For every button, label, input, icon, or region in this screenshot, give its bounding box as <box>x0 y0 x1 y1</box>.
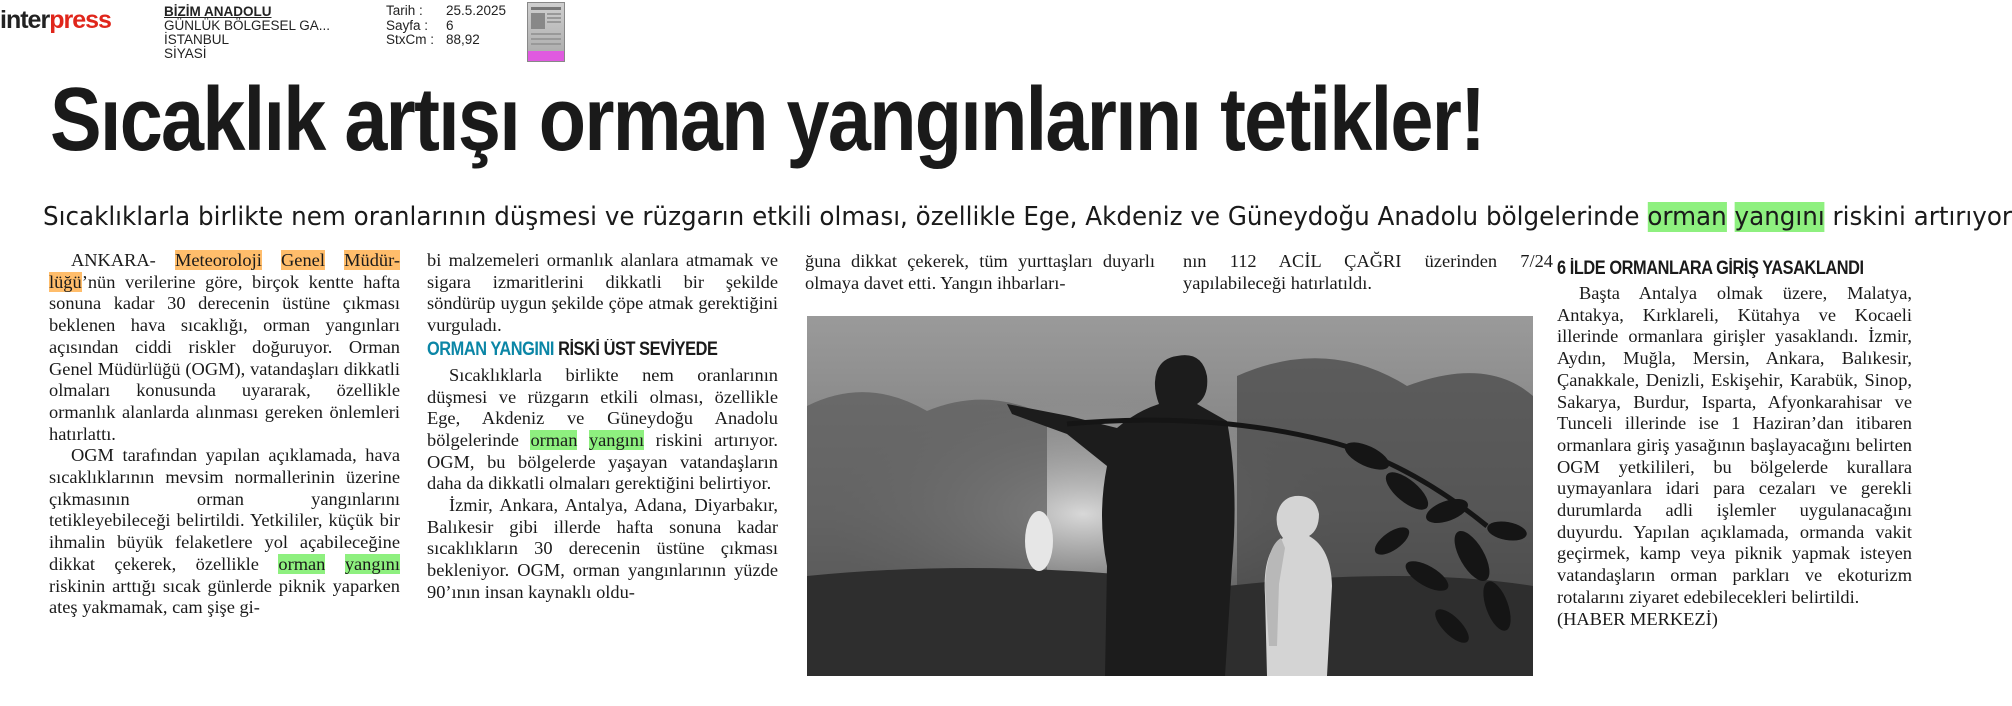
byline: (HABER MERKEZİ) <box>1557 608 1718 629</box>
article-column-5 <box>1557 258 1912 630</box>
meta-row-date: Tarih : 25.5.2025 <box>386 3 507 18</box>
publication-type: GÜNLÜK BÖLGESEL GA... <box>164 18 331 33</box>
keyword-highlight: Meteoroloji <box>175 250 262 270</box>
article-photo <box>807 316 1533 676</box>
interpress-logo <box>0 6 111 35</box>
article-column-4 <box>1183 251 1553 294</box>
paragraph: Sıcaklıklarla birlikte nem oranlarının düşmesi ve rüzgarın etkili olması, özellikle Ege, Akdeniz ve Güneydoğu Anadolu bölgelerinde orman yangını riskini artırıyor. OGM, bu bölgelerde yaşayan vatandaşların daha da dikkatli olmaları gerektiğini belirtiyor. <box>427 364 778 494</box>
keyword-highlight: orman <box>278 553 326 574</box>
publication-city: İSTANBUL <box>164 32 230 47</box>
article-column-1 <box>49 250 400 619</box>
paragraph: İzmir, Ankara, Antalya, Adana, Diyarbakır, Balıkesir gibi illerde hafta sonuna kadar sıcaklıkların 30 derecenin üstüne çıkması bekleniyor. OGM, orman yangınlarının yüzde 90’ının insan kaynaklı oldu- <box>427 495 778 602</box>
keyword-highlight: lüğü <box>49 271 82 292</box>
forest-fire-photo <box>807 316 1533 676</box>
clipping-meta <box>386 4 506 48</box>
meta-row-size: StxCm : 88,92 <box>386 32 480 47</box>
article-column-2 <box>427 250 778 604</box>
page-thumbnail[interactable] <box>527 2 565 62</box>
paragraph: ANKARA- Meteoroloji Genel Müdür- lüğü’nün verilerine göre, birçok kentte hafta sonuna kadar 30 derecenin üstüne çıkması beklenen hava sıcaklığı, orman yangınları açısından ciddi riskler doğuruyor. Orman Genel Müdürlüğü (OGM), vatandaşları dikkatli olmaları konusunda uyararak, özellikle ormanlık alanlarda alınması gereken önlemleri hatırlattı. <box>49 250 400 444</box>
article-subheadline: Sıcaklıklarla birlikte nem oranlarının düşmesi ve rüzgarın etkili olması, özellikle Ege, Akdeniz ve Güneydoğu Anadolu bölgelerinde orman yangını riskini artırıyor <box>43 202 2012 232</box>
keyword-highlight: Genel <box>281 250 325 270</box>
keyword-highlight: yangını <box>344 553 400 574</box>
paragraph: bi malzemeleri ormanlık alanlara atmamak ve sigara izmaritlerini dikkatli bir şekilde söndürüp uygun şekilde çöpe atmak gerektiğini vurguladı. <box>427 250 778 336</box>
thumbnail-lines-icon <box>528 3 564 51</box>
keyword-highlight: orman <box>1647 202 1727 232</box>
paragraph: OGM tarafından yapılan açıklamada, hava sıcaklıklarının mevsim normallerinin üzerine çıkmasının orman yangınlarını tetikleyebileceği belirtildi. Yetkililer, küçük bir ihmalin büyük felaketlere yol açabileceğine dikkat çekerek, özellikle orman yangını riskinin arttığı sıcak günlerde piknik yaparken ateş yakmamak, cam şişe gi- <box>49 445 400 618</box>
section-subheading: 6 İLDE ORMANLARA GİRİŞ YASAKLANDI <box>1557 258 1864 279</box>
article-headline: Sıcaklık artışı orman yangınlarını tetikler! <box>50 70 1485 170</box>
publication-info <box>164 5 330 61</box>
publication-category: SİYASİ <box>164 46 207 61</box>
keyword-highlight: yangını <box>1734 202 1825 232</box>
meta-row-page: Sayfa : 6 <box>386 17 454 33</box>
keyword-highlight: Müdür- <box>344 250 400 270</box>
paragraph: ğuna dikkat çekerek, tüm yurttaşları duyarlı olmaya davet etti. Yangın ihbarları- <box>805 251 1155 293</box>
logo-text: inter <box>0 6 50 34</box>
publication-name: BİZİM ANADOLU <box>164 4 272 19</box>
keyword-highlight: orman <box>530 429 578 450</box>
paragraph: Başta Antalya olmak üzere, Malatya, Antakya, Kırklareli, Kütahya ve Kocaeli illerinde ormanlara girişler yasaklandı. İzmir, Aydın, Muğla, Mersin, Ankara, Balıkesir, Çanakkale, Denizli, Eskişehir, Karabük, Sinop, Sakarya, Burdur, Isparta, Afyonkarahisar ve Tunceli illerinde ise 1 Haziran’dan itibaren ormanlara giriş yasağının başlayacağını belirten OGM yetkilileri, bu bölgelerde kurallara uymayanlara idari para cezaları ve gerekli durumlarda adli işlemler uygulanacağını duyurdu. Yapılan açıklamada, ormanda vakit geçirmek, kamp veya piknik yapmak isteyen vatandaşların orman parkları ve ekoturizm rotalarını ziyaret edebilecekleri belirtildi. <box>1557 283 1912 607</box>
logo-accent-text: press <box>49 6 111 34</box>
keyword-highlight: yangını <box>588 429 645 450</box>
article-column-3 <box>805 251 1155 294</box>
thumbnail-marker <box>528 51 564 61</box>
section-subheading: ORMAN YANGINI RİSKİ ÜST SEVİYEDE <box>427 338 718 360</box>
paragraph: nın 112 ACİL ÇAĞRI üzerinden 7/24 yapılabileceği hatırlatıldı. <box>1183 251 1553 293</box>
